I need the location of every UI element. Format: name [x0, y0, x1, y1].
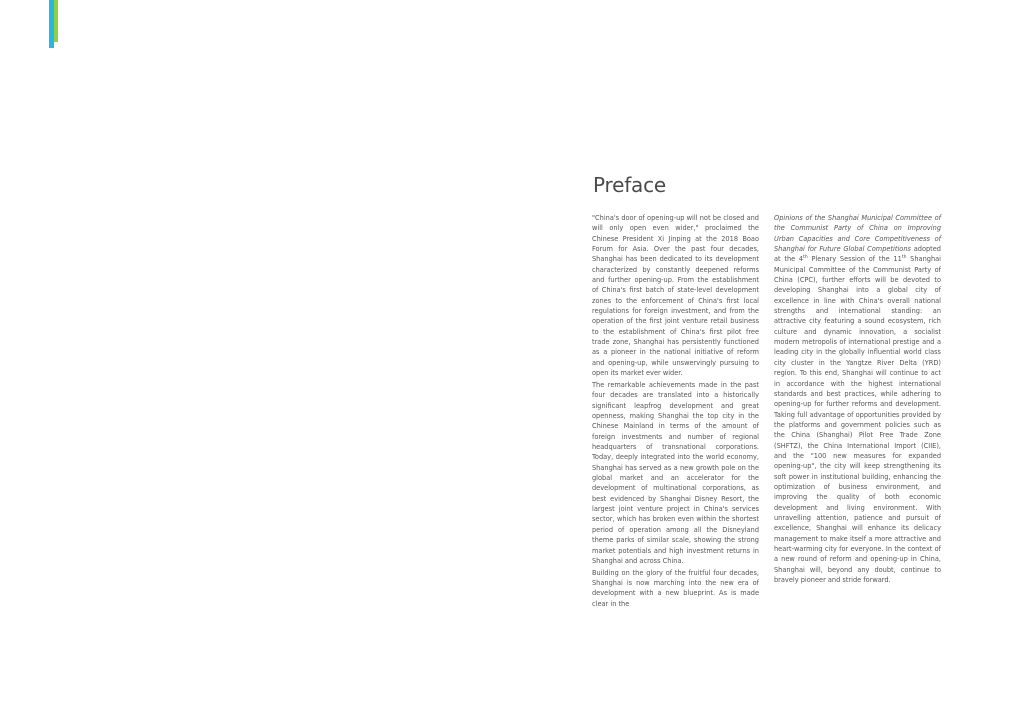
paragraph-3-text-d: Shanghai Municipal Committee of the Communist Party of China (CPC), further efforts will be devoted to developing Shanghai into a global city of excellence in line with China's overall national strengths and international standing: an attractive city featuring a sound ecosystem, rich culture and dynamic innovation, a socialist modern metropolis of international prestige and a leading city in the globally influential world class city cluster in the Yangtze River Delta (YRD) region. To this end, Shanghai will continue to act in accordance with the highest international standards and best practices, while adhering to opening-up for further reforms and development. Taking full advantage of opportunities provided by the platforms and government policies such as the China (Shanghai) Pilot Free Trade Zone (SHFTZ), the China International Import (CIIE), and the "100 new measures for expanded opening-up", the city will keep strengthening its soft power in institutional building, enhancing the optimization of business environment, and improving the quality of both economic development and living environment. With unravelling attention, patience and pursuit of excellence, Shanghai will enhance its delicacy management to make itself a more attractive and heart-warming city for everyone. In the context of a new round of reform and opening-up in China, Shanghai will, beyond any doubt, continue to bravely pioneer and stride forward.	[774, 255, 941, 585]
paragraph-1: "China's door of opening-up will not be closed and will only open even wider," proclaimed the Chinese President Xi Jinping at the 2018 Boao Forum for Asia. Over the past four decades, Shanghai has been dedicated to its development characterized by constantly deepened reforms and further opening-up. From the establishment of China's first batch of state-level development zones to the enforcement of China's first local regulations for foreign investment, and from the operation of the first joint venture retail business to the establishment of China's first pilot free trade zone, Shanghai has persistently functioned as a pioneer in the national initiative of reform and opening-up, while unswervingly pursuing to open its market ever wider.	[592, 214, 759, 378]
accent-bar-green	[54, 0, 58, 42]
paragraph-2: The remarkable achievements made in the past four decades are translated into a historically significant leapfrog development and great openness, making Shanghai the top city in the Chinese Mainland in terms of the amount of foreign investments and number of regional headquarters of transnational corporations. Today, deeply integrated into the world economy, Shanghai has served as a new growth pole on the global market and an accelerator for the development of multinational corporations, as best evidenced by Shanghai Disney Resort, the largest joint venture project in China's services sector, which has broken even within the shortest period of operation among all the Disneyland theme parks of similar scale, showing the strong market potentials and high investment returns in Shanghai and across China.	[592, 381, 759, 565]
ordinal-suffix-2: th	[901, 255, 907, 261]
text-column-right	[774, 213, 941, 587]
paragraph-3-start: Building on the glory of the fruitful four decades, Shanghai is now marching into the new era of development with a new blueprint. As is made clear in the	[592, 568, 759, 608]
paragraph-3-text-b: adopted at the 4	[774, 245, 941, 264]
paragraph-3-continued	[774, 213, 941, 585]
ordinal-suffix-1: th	[803, 255, 808, 261]
paragraph-3-text-c: Plenary Session of the 11	[811, 255, 902, 264]
page-title: Preface	[593, 173, 666, 198]
text-column-left	[592, 213, 759, 608]
document-title: Opinions of the Shanghai Municipal Committee of the Communist Party of China on Improving Urban Capacities and Core Competitiveness of Shanghai for Future Global Competitions	[774, 214, 941, 254]
